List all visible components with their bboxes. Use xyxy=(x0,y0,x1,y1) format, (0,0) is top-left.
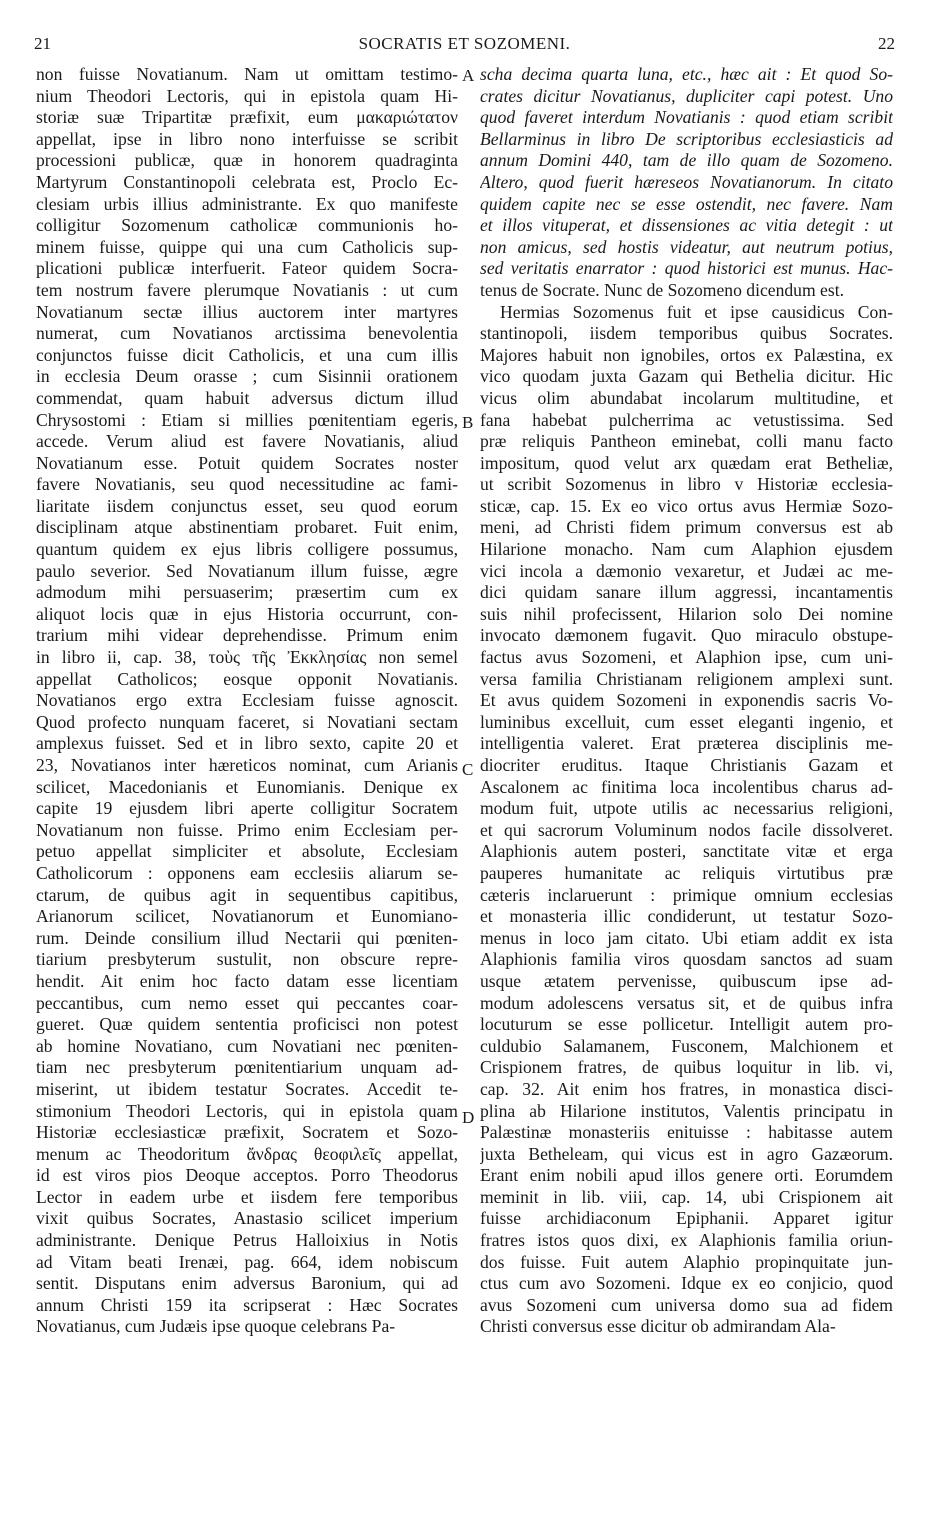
text-line: accede. Verum aliud est favere Novatianis, aliud xyxy=(36,431,458,452)
text-line: usque ætatem pervenisse, quibuscum ipse ad- xyxy=(480,970,893,991)
text-line: disciplinam atque abstinentiam probaret. Fuit enim, xyxy=(36,517,458,538)
text-line: favere Novatianis, seu quod necessitudine ac fami- xyxy=(36,474,458,495)
text-line: diocriter eruditus. Itaque Christianis Gazam et xyxy=(480,755,893,775)
text-line: appellat Catholicos; eosque opponit Novatianis. xyxy=(36,668,458,689)
text-line: Crispionem fratres, de quibus loquitur in lib. vi, xyxy=(480,1057,893,1078)
text-line: in ecclesia Deum orasse ; cum Sisinnii orationem xyxy=(36,366,458,387)
text-line: admodum mihi persuaserim; præsertim cum ex xyxy=(36,582,458,603)
text-line: sed veritatis enarrator : quod historici est munus. Hac- xyxy=(480,258,893,279)
left-column xyxy=(36,64,458,1338)
text-line: Novatianum non fuisse. Primo enim Ecclesiam per- xyxy=(36,819,458,840)
text-line: non amicus, sed hostis videatur, aut neutrum potius, xyxy=(480,236,893,257)
text-line: stimonium Theodori Lectoris, qui in epistola quam xyxy=(36,1100,458,1121)
text-line: colligitur Sozomenum catholicæ communionis ho- xyxy=(36,215,458,236)
text-line: storiæ suæ Tripartitæ præfixit, eum μακαριώτατον xyxy=(36,107,458,128)
text-line: Erant enim nobili apud illos genere orti. Eorumdem xyxy=(480,1165,893,1186)
text-line: Et avus quidem Sozomeni in exponendis sacris Vo- xyxy=(480,690,893,711)
text-line: in libro ii, cap. 38, τοὺς τῆς Ἐκκλησίας non semel xyxy=(36,647,458,668)
text-line: crates dicitur Novatianus, dupliciter capi potest. Uno xyxy=(480,85,893,106)
text-line: plina ab Hilarione institutos, Valentis principatu in xyxy=(480,1100,893,1121)
text-line: numerat, cum Novatianos arctissima benevolentia xyxy=(36,323,458,344)
text-line: Arianorum scilicet, Novatianorum et Eunomiano- xyxy=(36,906,458,927)
text-line: locuturum se esse pollicetur. Intelligit autem pro- xyxy=(480,1014,893,1035)
text-line: Novatianum esse. Potuit quidem Socrates noster xyxy=(36,452,458,473)
text-line: vicus olim abundabat incolarum multitudine, et xyxy=(480,387,893,408)
text-line: commendat, quam habuit adversus dictum illud xyxy=(36,387,458,408)
text-line: minem fuisse, quippe qui una cum Catholicis sup- xyxy=(36,236,458,257)
text-line: vico quodam juxta Gazam qui Bethelia dicitur. Hic xyxy=(480,366,893,387)
text-line: ad Vitam beati Irenæi, pag. 664, idem nobiscum xyxy=(36,1251,458,1272)
right-page-number: 22 xyxy=(878,34,895,53)
text-line: Bellarminus in libro De scriptoribus ecclesiasticis ad xyxy=(480,128,893,149)
text-line: præ reliquis Pantheon eminebat, colli manu facto xyxy=(480,431,893,452)
text-line: capite 19 ejusdem libri aperte colligitur Socratem xyxy=(36,798,458,819)
text-line: tiam nec presbyterum pœnitentiarium unquam ad- xyxy=(36,1057,458,1078)
text-line: aliquot locis quæ in ejus Historia occurrunt, con- xyxy=(36,603,458,624)
text-line: Hermias Sozomenus fuit et ipse causidicus Con- xyxy=(500,301,893,322)
text-line: gueret. Quæ quidem sententia proficisci non potest xyxy=(36,1014,458,1035)
text-line: Lector in eadem urbe et iisdem fere temporibus xyxy=(36,1186,458,1207)
text-line: avus Sozomeni cum universa domo sua ad fidem xyxy=(480,1294,893,1315)
text-line: administrante. Denique Petrus Halloixius in Notis xyxy=(36,1230,458,1251)
text-line: tiarium presbyterum sustulit, non obscure repre- xyxy=(36,949,458,970)
text-line: Novatianum sectæ illius auctorem inter martyres xyxy=(36,301,458,322)
text-line: stantinopoli, iisdem temporibus quibus Socrates. xyxy=(480,323,893,344)
text-line: appellat, ipse in libro nono interfuisse se scribit xyxy=(36,128,458,149)
text-line: culdubio Salamanem, Fusconem, Malchionem et xyxy=(480,1035,893,1056)
text-line: Ascalonem ac finitima loca incolentibus charus ad- xyxy=(480,776,893,797)
text-line: tenus de Socrate. Nunc de Sozomeno dicendum est. xyxy=(480,279,844,300)
text-line: fratres istos quos dixi, ex Alaphionis familia oriun- xyxy=(480,1230,893,1251)
margin-marker-d: D xyxy=(462,1108,475,1127)
margin-marker-c: C xyxy=(462,760,474,779)
text-line: invocato dæmonem fugavit. Quo miraculo obstupe- xyxy=(480,625,893,646)
text-line: Quod profecto nunquam faceret, si Novatiani sectam xyxy=(36,711,458,732)
text-line: quidem capite nec se esse ostendit, nec favere. Nam xyxy=(480,193,893,214)
text-line: Chrysostomi : Etiam si millies pœnitentiam egeris, xyxy=(36,409,458,430)
text-line: et monasteria illic condiderunt, ut testatur Sozo- xyxy=(480,906,893,927)
text-line: pauperes humanitate ac reliquis virtutibus præ xyxy=(480,862,893,883)
text-line: et illos vituperat, et dissensiones ac vitia detegit : ut xyxy=(480,215,893,236)
text-line: modum adolescens versatus sit, et de quibus infra xyxy=(480,992,893,1013)
text-line: Majores habuit non ignobiles, ortos ex Palæstina, ex xyxy=(480,344,893,365)
text-line: id est viros pios Deoque acceptos. Porro Theodorus xyxy=(36,1165,458,1186)
text-line: fuisse archidiaconum Epiphanii. Apparet igitur xyxy=(480,1208,893,1229)
text-line: Catholicorum : opponens eam ecclesiis aliarum se- xyxy=(36,862,458,883)
text-line: menum ac Theodoritum ἄνδρας θεοφιλεῖς appellat, xyxy=(36,1143,458,1164)
text-line: hendit. Ait enim hoc facto datam esse licentiam xyxy=(36,970,458,991)
text-line: tem nostrum favere plerumque Novatianis : ut cum xyxy=(36,279,458,300)
text-line: Christi conversus esse dicitur ob admirandam Ala- xyxy=(480,1316,836,1337)
text-line: clesiam urbis illius administrante. Ex quo manifeste xyxy=(36,193,458,214)
margin-marker-a: A xyxy=(462,66,475,85)
text-line: juxta Betheleam, qui vicus est in agro Gazæorum. xyxy=(480,1143,893,1164)
text-line: meni, ad Christi fidem primum conversus est ab xyxy=(480,517,893,538)
text-line: meminit in lib. viii, cap. 14, ubi Crispionem ait xyxy=(480,1186,893,1207)
left-page-number: 21 xyxy=(34,34,51,53)
text-line: Historiæ ecclesiasticæ præfixit, Socratem et Sozo- xyxy=(36,1122,458,1143)
text-line: 23, Novatianos inter hæreticos nominat, cum Arianis xyxy=(36,755,458,775)
right-column xyxy=(480,64,893,1338)
text-line: menus in loco jam citato. Ubi etiam addit ex ista xyxy=(480,927,893,948)
text-line: processioni publicæ, quæ in honorem quadraginta xyxy=(36,150,458,171)
text-line: paulo severior. Sed Novatianum illum fuisse, ægre xyxy=(36,560,458,581)
text-line: liaritate iisdem conjunctus esset, seu quod eorum xyxy=(36,495,458,516)
text-line: Novatianus, cum Judæis ipse quoque celebrans Pa- xyxy=(36,1316,396,1337)
text-line: conjunctos fuisse dicit Catholicis, et una cum illis xyxy=(36,344,458,365)
text-line: Alaphionis autem posteri, sanctitate vitæ et erga xyxy=(480,841,893,862)
text-line: ctarum, de quibus agit in sequentibus capitibus, xyxy=(36,884,458,905)
text-line: vici incola a dæmonio vexaretur, et Judæi ac me- xyxy=(480,560,893,581)
text-line: cæteris inclaruerunt : primique omnium ecclesias xyxy=(480,884,893,905)
text-line: scha decima quarta luna, etc., hæc ait : Et quod So- xyxy=(480,64,893,84)
text-line: scilicet, Macedonianis et Eunomianis. Denique ex xyxy=(36,776,458,797)
text-line: factus avus Sozomeni, et Alaphion ipse, cum uni- xyxy=(480,647,893,668)
text-line: modum fuit, utpote utilis ac necessarius religioni, xyxy=(480,798,893,819)
text-line: Palæstinæ monasteriis enituisse : habitasse autem xyxy=(480,1122,893,1143)
text-line: petuo appellat simpliciter et absolute, Ecclesiam xyxy=(36,841,458,862)
text-line: et qui sacrorum Voluminum nodos facile dissolveret. xyxy=(480,819,893,840)
running-header xyxy=(34,34,895,58)
text-line: ut scribit Sozomenus in libro v Historiæ ecclesia- xyxy=(480,474,893,495)
text-line: Novatianos ergo extra Ecclesiam fuisse agnoscit. xyxy=(36,690,458,711)
text-line: vixit quibus Socrates, Anastasio scilicet imperium xyxy=(36,1208,458,1229)
text-line: quod faveret interdum Novatianis : quod etiam scribit xyxy=(480,107,893,128)
text-line: Martyrum Constantinopoli celebrata est, Proclo Ec- xyxy=(36,171,458,192)
text-line: quantum quidem ex ejus libris colligere possumus, xyxy=(36,539,458,560)
margin-marker-b: B xyxy=(462,413,474,432)
text-line: ctus cum avo Sozomeni. Idque ex eo conjicio, quod xyxy=(480,1273,893,1294)
text-line: sentit. Disputans enim adversus Baronium, qui ad xyxy=(36,1273,458,1294)
text-line: suis nihil profecissent, Hilarion solo Dei nomine xyxy=(480,603,893,624)
text-line: annum Christi 159 ita scripserat : Hæc Socrates xyxy=(36,1294,458,1315)
text-line: dos fuisse. Fuit autem Alaphio propinquitate jun- xyxy=(480,1251,893,1272)
text-line: Altero, quod fuerit hæreseos Novatianorum. In citato xyxy=(480,171,893,192)
text-line: amplexus fuisset. Sed et in libro sexto, capite 20 et xyxy=(36,733,458,754)
text-line: trarium mihi videar deprehendisse. Primum enim xyxy=(36,625,458,646)
text-line: annum Domini 440, tam de illo quam de Sozomeno. xyxy=(480,150,893,171)
text-line: fana habebat pulcherrima ac vetustissima. Sed xyxy=(480,409,893,430)
text-line: Alaphionis familia viros quosdam sanctos ad suam xyxy=(480,949,893,970)
text-line: luminibus excelluit, cum esset eleganti ingenio, et xyxy=(480,711,893,732)
text-line: impositum, quod velut arx quædam erat Betheliæ, xyxy=(480,452,893,473)
text-line: cap. 32. Ait enim hos fratres, in monastica disci- xyxy=(480,1078,893,1099)
text-line: sticæ, cap. 15. Ex eo vico ortus avus Hermiæ Sozo- xyxy=(480,495,893,516)
text-line: versa familia Christianam religionem amplexi sunt. xyxy=(480,668,893,689)
running-title: SOCRATIS ET SOZOMENI. xyxy=(358,34,571,53)
text-line: dici quidam sanare illum aggressi, incantamentis xyxy=(480,582,893,603)
text-line: plicationi publicæ interfuerit. Fateor quidem Socra- xyxy=(36,258,458,279)
text-line: miserint, ut ibidem testatur Socrates. Accedit te- xyxy=(36,1078,458,1099)
text-line: non fuisse Novatianum. Nam ut omittam testimo- xyxy=(36,64,458,84)
text-line: nium Theodori Lectoris, qui in epistola quam Hi- xyxy=(36,85,458,106)
text-line: rum. Deinde consilium illud Nectarii qui pœniten- xyxy=(36,927,458,948)
text-line: ab homine Novatiano, cum Novatiani nec pœniten- xyxy=(36,1035,458,1056)
text-line: peccantibus, cum nemo esset qui peccantes coar- xyxy=(36,992,458,1013)
text-line: Hilarione monacho. Nam cum Alaphion ejusdem xyxy=(480,539,893,560)
text-line: intelligentia valeret. Erat præterea disciplinis me- xyxy=(480,733,893,754)
